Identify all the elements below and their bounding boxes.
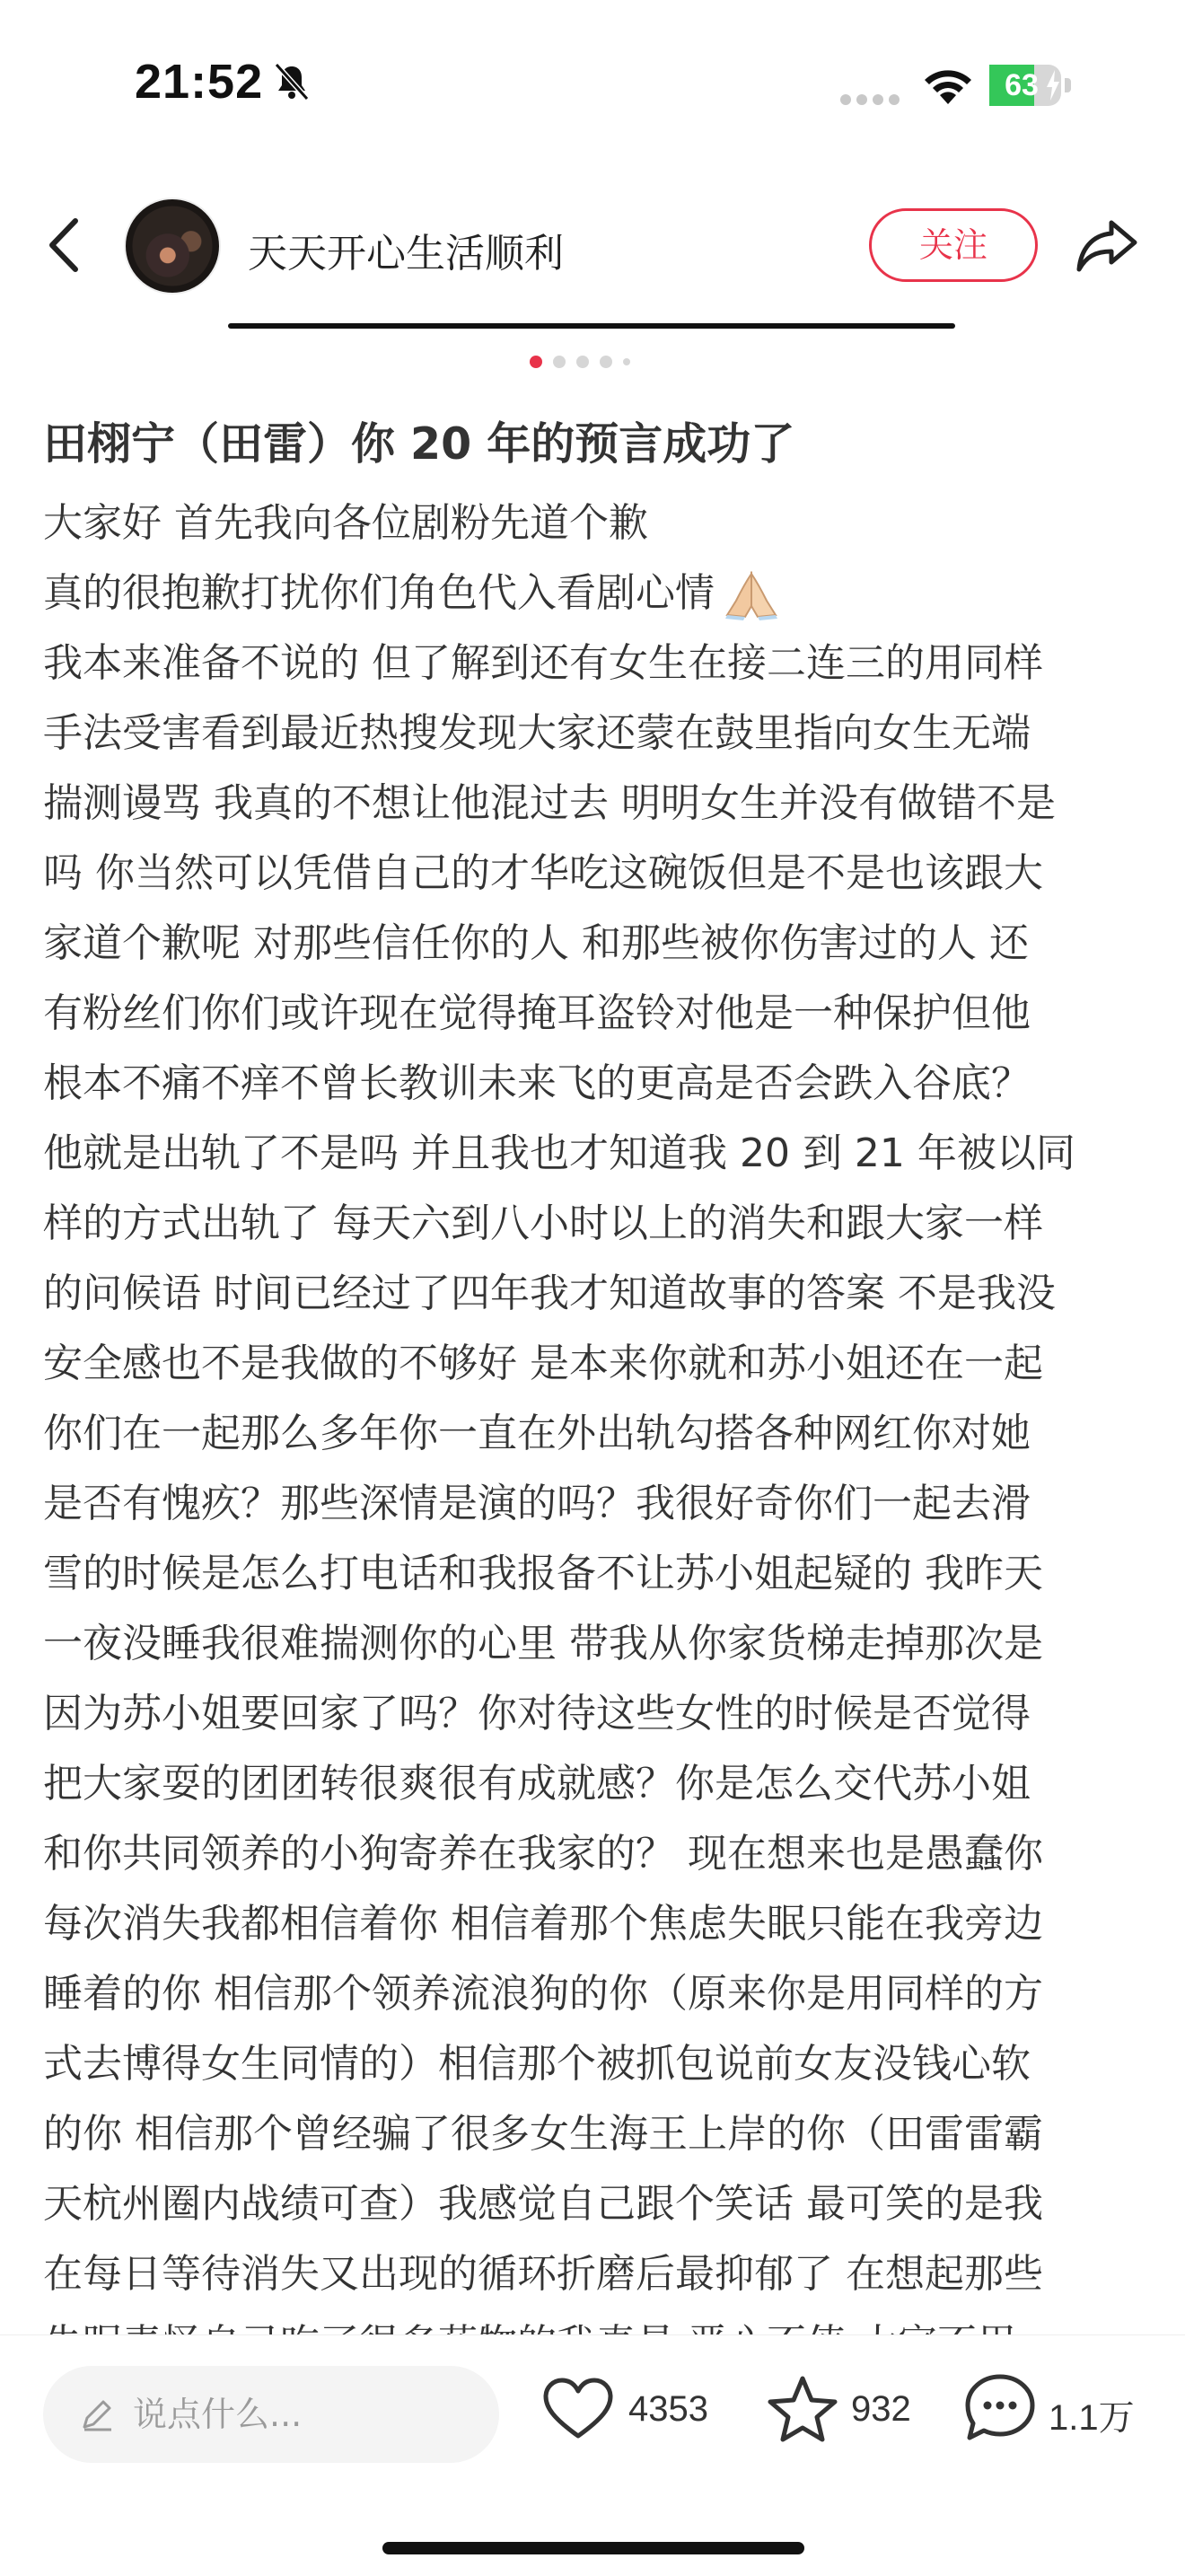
post-body-line: 我本来准备不说的 但了解到还有女生在接二连三的用同样: [43, 640, 1043, 686]
post-body-line: 家道个歉呢 对那些信任你的人 和那些被你伤害过的人 还: [43, 920, 1029, 966]
praying-hands-icon: [724, 570, 779, 620]
battery-tip: [1065, 78, 1071, 92]
like-button[interactable]: [542, 2371, 740, 2461]
post-body-line: 大家好 首先我向各位剧粉先道个歉: [43, 500, 648, 546]
mute-bell-icon: [271, 61, 312, 102]
favorite-count: 932: [851, 2389, 911, 2429]
star-icon: [767, 2375, 838, 2443]
battery-body: [989, 65, 1061, 106]
post-body-line: 真的很抱歉打扰你们角色代入看剧心情: [43, 558, 1147, 629]
pencil-icon: [79, 2396, 115, 2432]
comment-input[interactable]: [43, 2366, 499, 2463]
post-body-line: 睡着的你 相信那个领养流浪狗的你（原来你是用同样的方: [43, 1971, 1043, 2017]
username[interactable]: 天天开心生活顺利: [248, 231, 564, 277]
battery-level: 63: [1005, 68, 1039, 102]
page-indicator-dots: [530, 356, 655, 370]
page-dot-active: [530, 356, 542, 368]
post-body-line: 安全感也不是我做的不够好 是本来你就和苏小姐还在一起: [43, 1341, 1043, 1386]
share-icon[interactable]: [1075, 215, 1140, 275]
page-dot: [600, 356, 612, 368]
avatar[interactable]: [124, 198, 221, 295]
post-body-line: 样的方式出轨了 每天六到八小时以上的消失和跟大家一样: [43, 1200, 1043, 1246]
charging-bolt-icon: [1045, 70, 1061, 101]
post-body-line: 把大家耍的团团转很爽很有成就感？你是怎么交代苏小姐: [43, 1761, 1031, 1807]
comment-icon: [964, 2373, 1036, 2443]
post-body-line: 有粉丝们你们或许现在觉得掩耳盗铃对他是一种保护但他: [43, 990, 1031, 1036]
post-body-line: 你们在一起那么多年你一直在外出轨勾搭各种网红你对她: [43, 1411, 1031, 1456]
comment-placeholder: 说点什么...: [133, 2395, 303, 2434]
comment-count: 1.1万: [1049, 2398, 1135, 2438]
post-body-line: 是否有愧疚？那些深情是演的吗？我很好奇你们一起去滑: [43, 1481, 1031, 1526]
post-body-line: 在每日等待消失又出现的循环折磨后最抑郁了 在想起那些: [43, 2251, 1043, 2297]
post-body-line: 一夜没睡我很难揣测你的心里 带我从你家货梯走掉那次是: [43, 1621, 1043, 1666]
favorite-button[interactable]: [767, 2371, 946, 2461]
post-body-line: 根本不痛不痒不曾长教训未来飞的更高是否会跌入谷底？: [43, 1060, 1031, 1106]
post-body-line: 他就是出轨了不是吗 并且我也才知道我 20 到 21 年被以同: [43, 1130, 1075, 1176]
page-dot: [576, 356, 589, 368]
post-body-line: 手法受害看到最近热搜发现大家还蒙在鼓里指向女生无端: [43, 710, 1031, 756]
post-body-line: 的你 相信那个曾经骗了很多女生海王上岸的你（田雷雷霸: [43, 2111, 1043, 2157]
home-indicator[interactable]: [382, 2542, 804, 2554]
page-dot: [623, 358, 630, 365]
heart-icon: [542, 2377, 614, 2441]
bottom-action-bar: [0, 2334, 1185, 2576]
post-body-line: 和你共同领养的小狗寄养在我家的？ 现在想来也是愚蠢你: [43, 1831, 1043, 1877]
post-body-line: 式去博得女生同情的）相信那个被抓包说前女友没钱心软: [43, 2041, 1031, 2087]
post-body-line: 因为苏小姐要回家了吗？你对待这些女性的时候是否觉得: [43, 1691, 1031, 1736]
post-body-line: 的问候语 时间已经过了四年我才知道故事的答案 不是我没: [43, 1270, 1056, 1316]
status-bar: [0, 0, 1185, 171]
post-body-line: 揣测谩骂 我真的不想让他混过去 明明女生并没有做错不是: [43, 780, 1056, 826]
battery-indicator: [989, 65, 1072, 108]
image-progress-bar: [228, 323, 955, 329]
post-body-line: 吗 你当然可以凭借自己的才华吃这碗饭但是不是也该跟大: [43, 850, 1043, 896]
post-title: 田栩宁（田雷）你 20 年的预言成功了: [43, 418, 795, 470]
status-time: 21:52: [135, 55, 264, 109]
page-dot: [553, 356, 566, 368]
back-arrow-icon[interactable]: [43, 215, 86, 275]
post-body: [43, 488, 1147, 2297]
comment-button[interactable]: [964, 2371, 1162, 2461]
post-body-line: 天杭州圈内战绩可查）我感觉自己跟个笑话 最可笑的是我: [43, 2181, 1043, 2227]
like-count: 4353: [628, 2389, 708, 2429]
wifi-icon: [921, 65, 975, 106]
follow-button[interactable]: 关注: [869, 208, 1038, 282]
post-body-line: 雪的时候是怎么打电话和我报备不让苏小姐起疑的 我昨天: [43, 1551, 1043, 1596]
post-body-line: 每次消失我都相信着你 相信着那个焦虑失眠只能在我旁边: [43, 1901, 1043, 1947]
signal-icon: [839, 93, 904, 106]
